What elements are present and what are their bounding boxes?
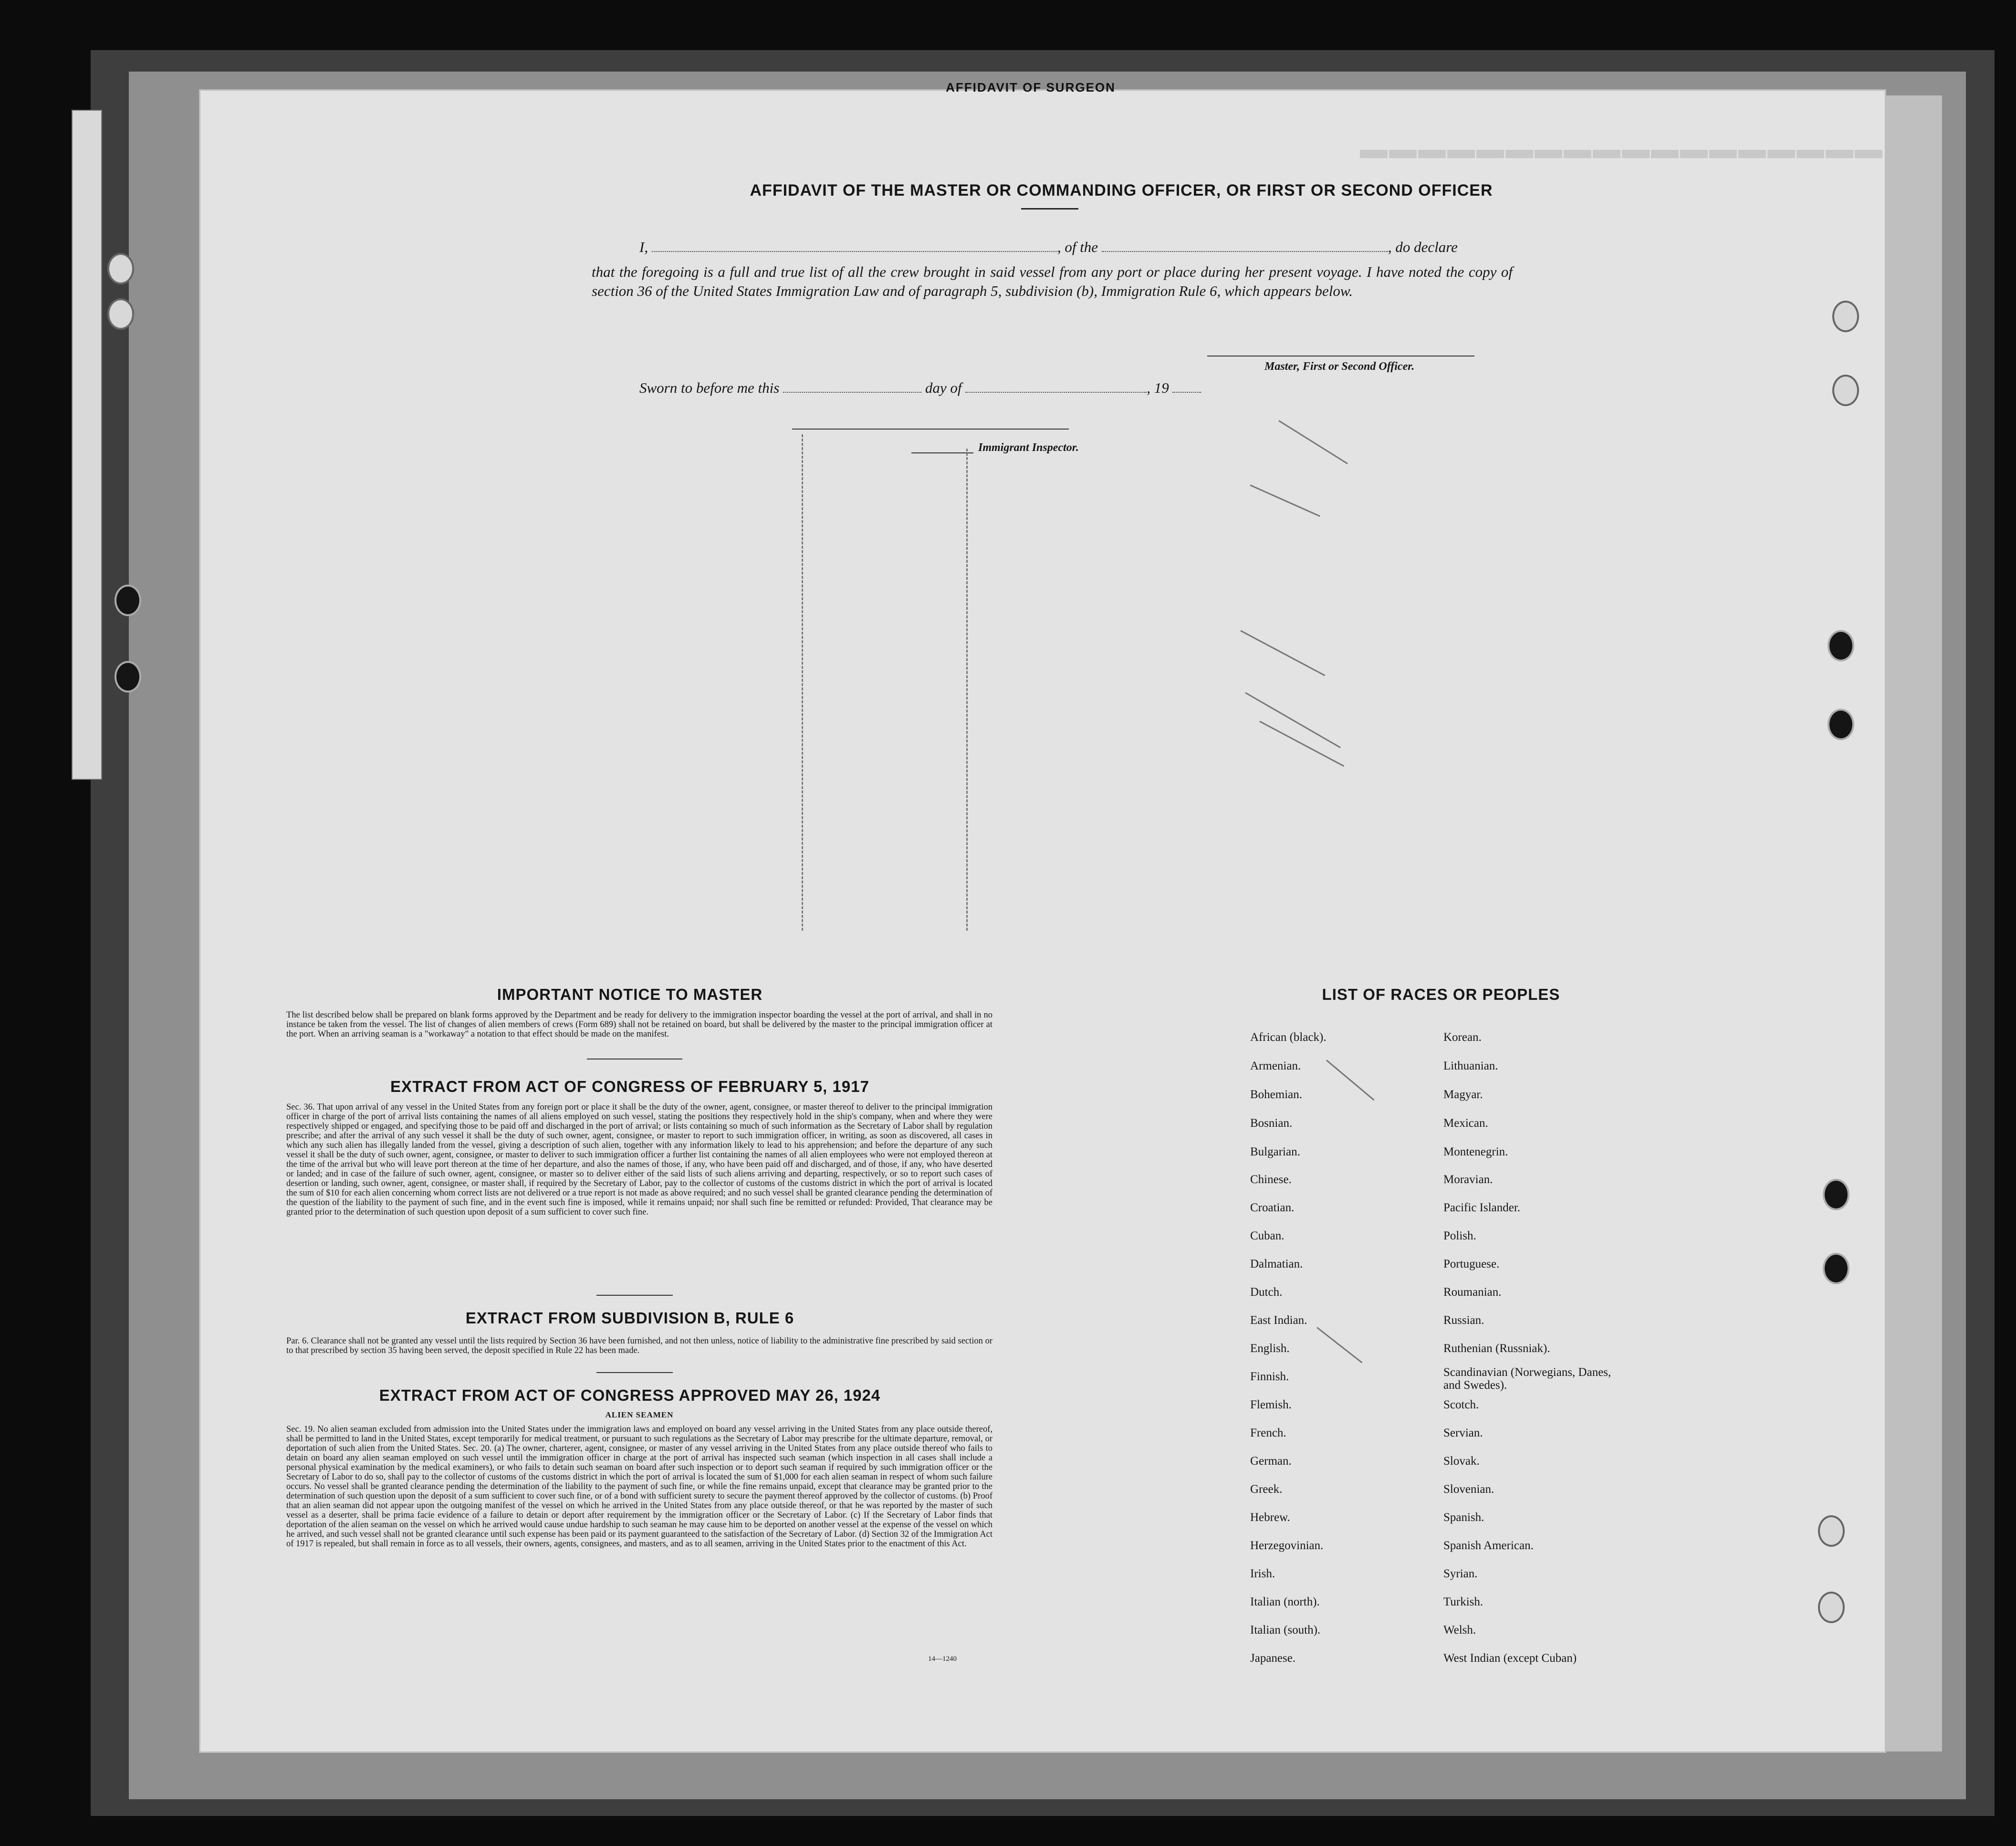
race-item: Portuguese. [1443,1258,1500,1270]
affidavit-body-text: that the foregoing is a full and true list of all the crew brought in said vessel from any port or place during her present voyage. I have noted the copy of section 36 of the United States Immigration Law and of paragraph 5, subdivision (b), Immigration Rule 6, which appears below. [592,263,1513,299]
affidavit-body [592,262,1513,301]
notice-title: IMPORTANT NOTICE TO MASTER [497,986,763,1003]
race-item: Irish. [1250,1567,1275,1580]
sworn-day-of: day of [925,379,962,396]
race-item: Montenegrin. [1443,1145,1508,1158]
affidavit-declaration-line [639,239,1517,256]
race-item: Slovak. [1443,1455,1480,1468]
race-item: Bulgarian. [1250,1145,1300,1158]
signature-caption: Master, First or Second Officer. [1264,360,1415,373]
extract1-text: Sec. 36. That upon arrival of any vessel in the United States from any foreign port or place it shall be the duty of the owner, agent, consignee, or master thereof to deliver to the principal immigration officer in charge of the port of arrival lists containing the names of all aliens employed on such vessel, stating the positions they respectively hold in the ship's company, when and where they were respectively shipped or engaged, and specifying those to be paid off and discharged in the port of arrival; or lists containing so much of such information as the Secretary of Labor shall by regulation prescribe; and after the arrival of any such vessel it shall be the duty of such owner, agent, consignee, or master to report to such immigration officer, in writing, as soon as discovered, all cases in which any such alien has illegally landed from the vessel, giving a description of such alien, together with any information likely to lead to his apprehension; and before the departure of any such vessel it shall be the duty of such owner, agent, consignee, or master to deliver to such immigration officer a further list containing the names of all alien employees who were not employed thereon at the time of the arrival but who will leave port thereon at the time of her departure, and also the names of those, if any, who have been paid off and discharged, and of those, if any, who have deserted or landed; and in case of the failure of such owner, agent, consignee, or master so to deliver either of the said lists of such aliens arriving and departing, respectively, or so to report such cases of desertion or landing, such owner, agent, consignee, or master shall, if required by the Secretary of Labor, pay to the collector of customs of the customs district in which the port of arrival is located the sum of $10 for each alien concerning whom correct lists are not delivered or a true report is not made as above required; and no such vessel shall be granted clearance pending the determination of the question of the liability to the payment of such fine, and in the event such fine is imposed, while it remains unpaid; nor shall such fine be remitted or refunded: Provided, That clearance may be granted prior to the determination of such question upon deposit of a sum sufficient to cover such fine. [286,1102,992,1217]
race-item: Spanish. [1443,1511,1484,1524]
race-item: Lithuanian. [1443,1059,1498,1072]
binding-strip [72,110,102,780]
form-number: 14—1240 [928,1655,957,1663]
race-item: Dalmatian. [1250,1258,1303,1270]
race-item: Syrian. [1443,1567,1478,1580]
binding-hole [115,585,141,616]
page-punch-hole [1832,375,1859,406]
bleed-through-ghost-text: ▬▬▬▬▬▬▬▬▬▬▬▬▬▬▬▬▬▬ [1360,144,1884,175]
inspector-signature-rule [911,452,973,453]
extract2-title: EXTRACT FROM SUBDIVISION B, RULE 6 [465,1309,794,1327]
bleed-through-column-line [966,449,968,931]
race-item: Pacific Islander. [1443,1201,1521,1214]
binding-hole [107,298,134,330]
sworn-year: , 19 [1147,379,1169,396]
races-title: LIST OF RACES OR PEOPLES [1322,986,1560,1003]
page-punch-hole [1832,301,1859,332]
race-item: Slovenian. [1443,1483,1494,1496]
sworn-start: Sworn to before me this [639,379,780,396]
race-item: Italian (north). [1250,1595,1320,1608]
race-item: Scandinavian (Norwegians, Danes, and Swedes). [1443,1366,1611,1392]
sworn-month-blank[interactable] [965,392,1147,393]
page-punch-hole [1823,1253,1849,1284]
race-item: Moravian. [1443,1173,1493,1186]
vessel-blank[interactable] [1102,251,1388,252]
page-punch-hole [1823,1179,1849,1210]
extract3-text: Sec. 19. No alien seaman excluded from admission into the United States under the immigration laws and employed on board any vessel arriving in the United States from any place outside thereof, shall be permitted to land in the United States, except temporarily for medical treatment, or pursuant to such regulations as the Secretary of Labor may prescribe for the ultimate departure, removal, or deportation of such alien from the United States. Sec. 20. (a) The owner, charterer, agent, consignee, or master of any vessel arriving in the United States from any place outside thereof who fails to detain on board any alien seaman employed on such vessel until the immigration officer in charge at the port of arrival has inspected such seaman (which inspection in all cases shall include a personal physical examination by the medical examiners), or who fails to detain such seaman on board after such inspection or to deport such seaman if required by such immigration officer or the Secretary of Labor to do so, shall pay to the collector of customs of the customs district in which the port of arrival is located the sum of $1,000 for each alien seaman in respect of whom such failure occurs. No vessel shall be granted clearance pending the determination of the liability to the payment of such fine, or while the fine remains unpaid, except that clearance may be granted prior to the determination of such question upon the deposit of a sum sufficient to cover such fine, or of a bond with sufficient surety to secure the payment thereof approved by the collector of customs. (b) Proof that an alien seaman did not appear upon the outgoing manifest of the vessel on which he arrived in the United States from any place outside thereof, or that he was reported by the master of such vessel as a deserter, shall be prima facie evidence of a failure to detain or deport after requirement by the immigration officer or the Secretary of Labor. (c) If the Secretary of Labor finds that deportation of the alien seaman on the vessel on which he arrived would cause undue hardship to such seaman he may cause him to be deported on another vessel at the expense of the vessel on which he arrived, and such vessel shall not be granted clearance until such expense has been paid or its payment guaranteed to the satisfaction of the Secretary of Labor. (d) Section 32 of the Immigration Act of 1917 is repealed, but shall remain in force as to all vessels, their owners, agents, consignees, and masters, and as to all seamen, arriving in the United States prior to the enactment of this Act. [286,1425,992,1549]
race-item: Armenian. [1250,1059,1301,1072]
declaration-start: I, [639,239,648,255]
race-item: Cuban. [1250,1229,1285,1242]
race-item: English. [1250,1342,1290,1355]
race-item: Japanese. [1250,1652,1296,1665]
race-item: Finnish. [1250,1370,1289,1383]
extract1-rule [596,1295,673,1296]
inspector-signature-line[interactable] [792,429,1069,430]
race-item: Italian (south). [1250,1624,1321,1636]
header-cut-title: AFFIDAVIT OF SURGEON [946,80,1116,94]
notice-text: The list described below shall be prepared on blank forms approved by the Department and be ready for delivery to the immigration inspector boarding the vessel at the port of arrival, and shall in no instance be taken from the vessel. The list of changes of alien members of crews (Form 689) shall not be retained on board, but shall be delivered by the master to the principal immigration officer at the port. When an arriving seaman is a "workaway" a notation to that effect should be made on the manifest. [286,1010,992,1039]
page-punch-hole [1828,630,1854,661]
name-blank[interactable] [652,251,1057,252]
binding-hole [107,253,134,284]
race-item: Flemish. [1250,1398,1292,1411]
race-item: Mexican. [1443,1117,1488,1130]
underlying-page-edge [1885,95,1942,1752]
race-item: Bohemian. [1250,1088,1303,1101]
declaration-mid: , of the [1057,239,1098,255]
race-item: Bosnian. [1250,1117,1293,1130]
race-item: Roumanian. [1443,1286,1502,1299]
race-item: Polish. [1443,1229,1476,1242]
race-item: Spanish American. [1443,1539,1534,1552]
race-item: East Indian. [1250,1314,1307,1327]
race-item: Welsh. [1443,1624,1476,1636]
race-item: Magyar. [1443,1088,1483,1101]
title-rule [1021,208,1078,210]
race-item: Turkish. [1443,1595,1483,1608]
extract3-title: EXTRACT FROM ACT OF CONGRESS APPROVED MAY 26, 1924 [379,1386,881,1404]
signature-line[interactable] [1207,356,1474,357]
page-punch-hole [1818,1515,1845,1547]
race-item: French. [1250,1426,1286,1439]
race-item: Dutch. [1250,1286,1283,1299]
extract2-text: Par. 6. Clearance shall not be granted any vessel until the lists required by Section 36 have been furnished, and not then unless, notice of liability to the administrative fine prescribed by said section or to that prescribed by section 35 having been served, the deposit specified in Rule 22 has been made. [286,1336,992,1355]
extract2-rule [596,1372,673,1373]
race-item: Herzegovinian. [1250,1539,1324,1552]
page-punch-hole [1828,709,1854,740]
race-item: African (black). [1250,1031,1327,1044]
bleed-through-column-line [802,434,803,931]
race-item: Chinese. [1250,1173,1292,1186]
race-item: Russian. [1443,1314,1484,1327]
sworn-line [639,379,1201,397]
extract1-title: EXTRACT FROM ACT OF CONGRESS OF FEBRUARY 5, 1917 [390,1078,869,1095]
sworn-year-blank[interactable] [1172,392,1201,393]
race-item: German. [1250,1455,1292,1468]
sworn-date-blank[interactable] [783,392,921,393]
extract3-subtitle: ALIEN SEAMEN [605,1410,674,1419]
race-item: Scotch. [1443,1398,1479,1411]
race-item: Ruthenian (Russniak). [1443,1342,1550,1355]
race-item: West Indian (except Cuban) [1443,1652,1577,1665]
race-item: Servian. [1443,1426,1483,1439]
race-item: Greek. [1250,1483,1283,1496]
affidavit-title: AFFIDAVIT OF THE MASTER OR COMMANDING OFFICER, OR FIRST OR SECOND OFFICER [750,181,1493,199]
race-item: Croatian. [1250,1201,1295,1214]
race-item: Korean. [1443,1031,1482,1044]
race-item: Hebrew. [1250,1511,1290,1524]
page-punch-hole [1818,1592,1845,1623]
declaration-end: , do declare [1388,239,1458,255]
inspector-caption: Immigrant Inspector. [978,441,1079,454]
binding-hole [115,661,141,692]
